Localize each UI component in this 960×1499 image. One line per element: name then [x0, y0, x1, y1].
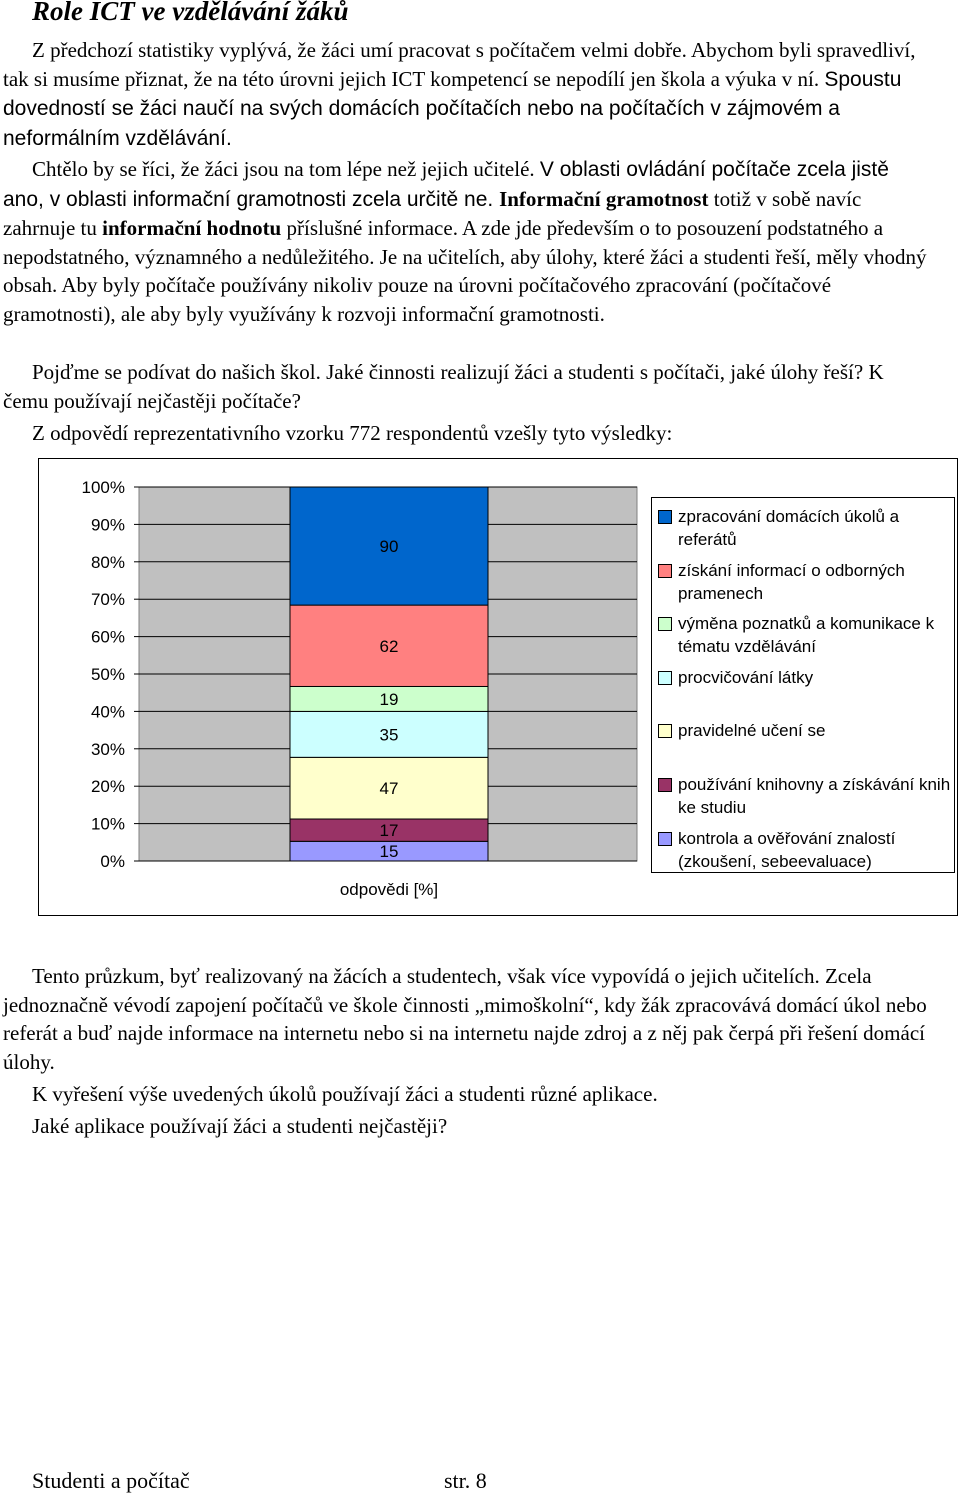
legend-swatch: [658, 510, 672, 524]
y-tick-label: 60%: [90, 627, 125, 647]
legend-label: výměna poznatků a komunikace k tématu vzdělávání: [678, 614, 935, 656]
y-tick-label: 0%: [100, 852, 125, 871]
paragraph-2-text-c: totiž v sobě navíc zahrnuje tu: [3, 186, 862, 240]
paragraph-2: [3, 155, 933, 328]
y-tick-label: 20%: [90, 777, 125, 797]
paragraph-2-text-b: V oblasti ovládání počítače zcela jistě ano, v oblasti informační gramotnosti zcela určitě ne.: [3, 158, 889, 211]
legend-swatch: [658, 778, 672, 792]
y-tick-label: 90%: [90, 515, 125, 535]
legend-label: zpracování domácích úkolů a referátů: [678, 507, 900, 549]
paragraph-2-bold-2: informační hodnotu: [102, 216, 282, 240]
bar-value-label: 35: [379, 725, 399, 745]
y-axis-ticks: [82, 478, 139, 871]
paragraph-5-text: Tento průzkum, byť realizovaný na žácích a studentech, však více vypovídá o jejich učitelích. Zcela jednoznačně vévodí zapojení počítačů ve škole činnosti „mimoškolní“, kdy žák zpracovává domácí úkol nebo referát a buď najde informace na internetu nebo si na internetu najde zdroj a z něj pak čerpá při řešení domácí úlohy.: [3, 964, 927, 1074]
legend-swatch: [658, 724, 672, 738]
bar-value-label: 62: [379, 636, 399, 656]
paragraph-2-bold-1: Informační gramotnost: [499, 186, 709, 211]
legend-swatch: [658, 671, 672, 685]
legend-label: používání knihovny a získávání knih ke studiu: [678, 775, 951, 817]
chart-legend: [651, 497, 955, 873]
bar-value-label: 90: [379, 537, 399, 557]
legend-label: kontrola a ověřování znalostí (zkoušení, sebeevaluace): [678, 829, 896, 871]
y-tick-label: 80%: [90, 552, 125, 572]
legend-swatch: [658, 617, 672, 631]
paragraph-3-text: Pojďme se podívat do našich škol. Jaké činnosti realizují žáci a studenti s počítači, jaké úlohy řeší? K čemu používají nejčastěji počítače?: [3, 360, 884, 413]
paragraph-7: [3, 1112, 933, 1141]
paragraph-3: [3, 358, 933, 415]
y-tick-label: 40%: [90, 702, 125, 722]
y-tick-label: 100%: [81, 478, 125, 497]
footer-page-number: str. 8: [444, 1468, 487, 1493]
paragraph-2-text-a: Chtělo by se říci, že žáci jsou na tom lépe než jejich učitelé.: [32, 157, 540, 181]
paragraph-4-text: Z odpovědí reprezentativního vzorku 772 respondentů vzešly tyto výsledky:: [32, 421, 673, 445]
bar-value-label: 47: [379, 779, 399, 799]
legend-label: pravidelné učení se: [678, 721, 826, 740]
legend-swatch: [658, 832, 672, 846]
y-tick-label: 30%: [90, 739, 125, 759]
paragraph-5: [3, 962, 933, 1076]
bar-value-label: 17: [379, 821, 399, 841]
paragraph-6-text: K vyřešení výše uvedených úkolů používají žáci a studenti různé aplikace.: [32, 1082, 658, 1106]
legend-label: procvičování látky: [678, 668, 814, 687]
legend-swatch: [658, 564, 672, 578]
paragraph-1-text-a: Z předchozí statistiky vyplývá, že žáci umí pracovat s počítačem velmi dobře. Abychom byli spravedliví, tak si musíme přiznat, že na této úrovni jejich ICT kompetencí se nepodílí jen škola a výuka v ní.: [3, 38, 916, 91]
legend-label: získání informací o odborných pramenech: [678, 561, 905, 603]
y-tick-label: 50%: [90, 665, 125, 684]
bar-value-label: 19: [379, 689, 399, 709]
paragraph-6: [3, 1080, 933, 1109]
y-tick-label: 10%: [90, 814, 125, 834]
paragraph-7-text: Jaké aplikace používají žáci a studenti nejčastěji?: [32, 1114, 448, 1138]
paragraph-1: [3, 36, 933, 153]
paragraph-4: [3, 419, 933, 448]
paragraph-2-text-d: příslušné informace. A zde jde především o to posouzení podstatného a nepodstatného, významného a nedůležitého. Je na učitelích, aby úlohy, které žáci a studenti řeší, měly vhodný obsah. Aby byly počítače používány nikoliv pouze na úrovni počítačového zpracování (počítačové gramotnosti), ale aby byly využívány k rozvoji informační gramotnosti.: [3, 216, 927, 326]
x-axis-category-label: odpovědi [%]: [339, 880, 439, 899]
footer-title: Studenti a počítač: [32, 1468, 190, 1493]
bar-value-label: 15: [379, 842, 399, 862]
page-heading: Role ICT ve vzdělávání žáků: [32, 0, 349, 26]
y-tick-label: 70%: [90, 590, 125, 610]
paragraph-1-text-b: Spoustu dovedností se žáci naučí na svých domácích počítačích nebo na počítačích v zájmovém a neformálním vzdělávání.: [3, 67, 902, 150]
